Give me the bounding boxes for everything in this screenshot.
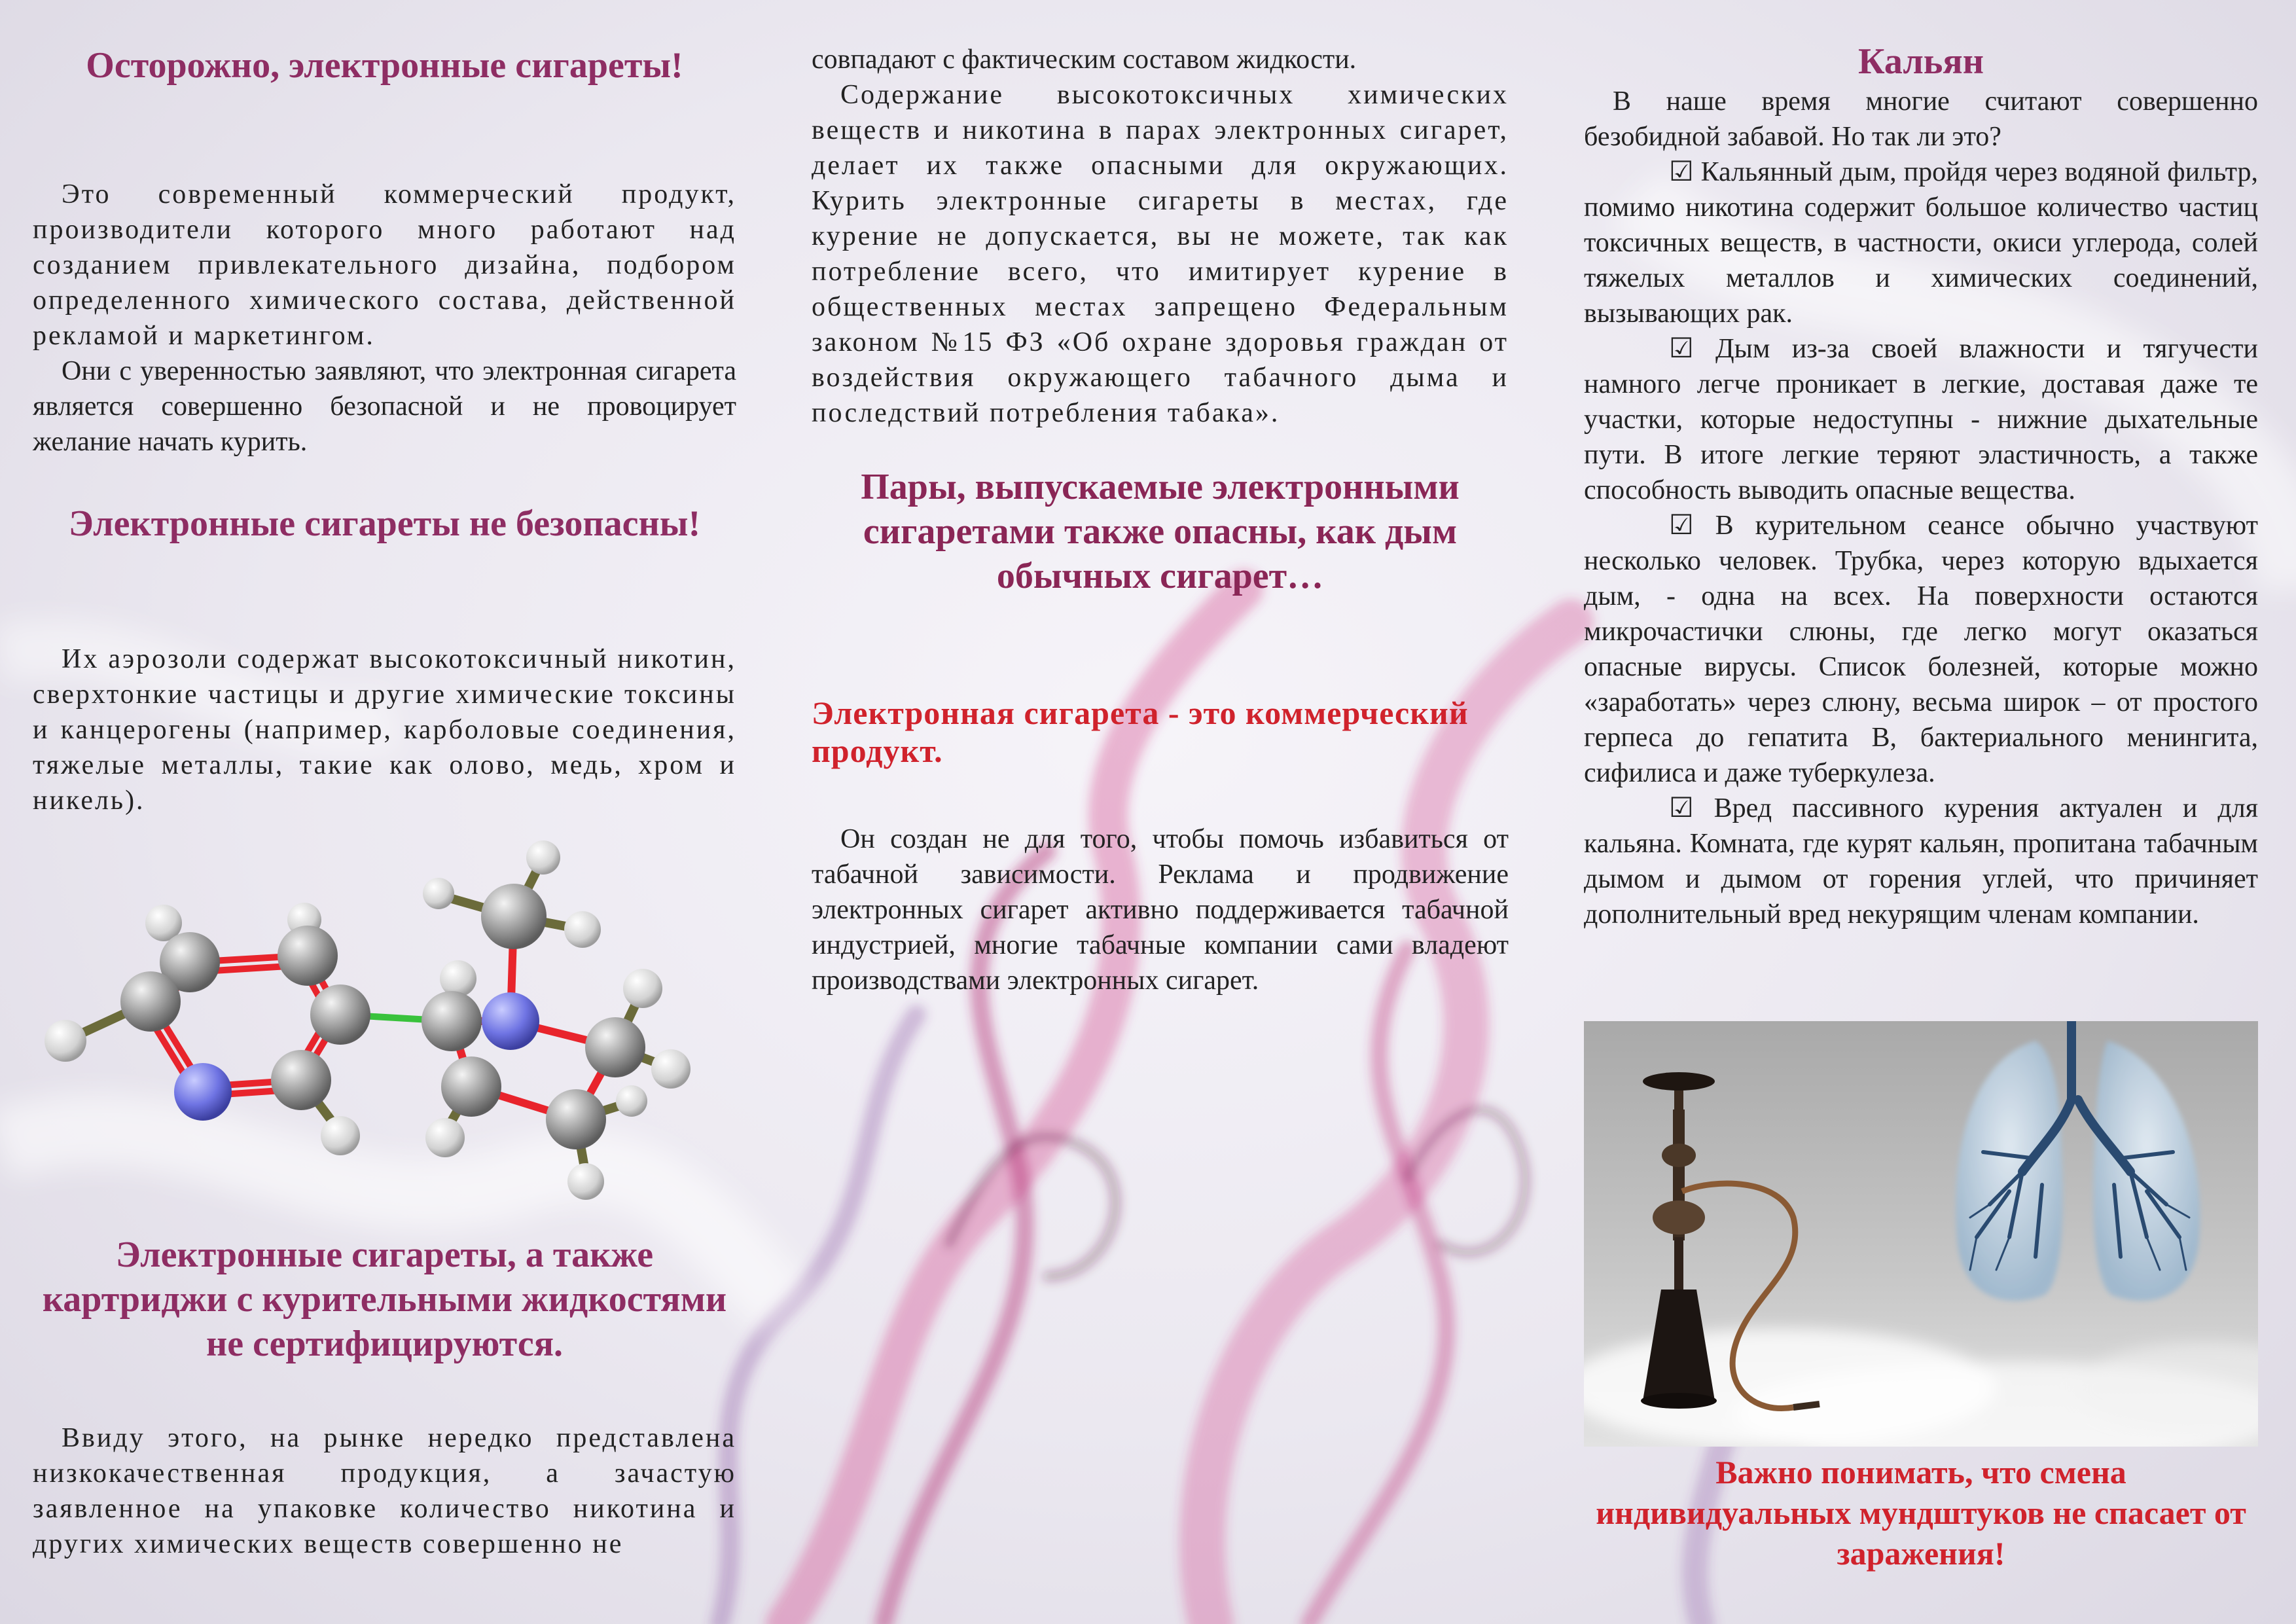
hookah-and-lungs-photo — [1584, 1021, 2258, 1447]
heading-not-safe: Электронные сигареты не безопасны! — [68, 503, 701, 544]
paragraph-not-for-quitting: Он создан не для того, чтобы помочь избавиться от табачной зависимости. Реклама и продвижение электронных сигарет активно поддерживается табачной индустрией, многие табачные компании сами владеют производствами электронных сигарет. — [812, 824, 1509, 996]
nicotine-molecule-illustration — [0, 831, 720, 1237]
checkbox-icon: ☑ — [1669, 793, 1694, 823]
heading-vapour-as-dangerous: Пары, выпускаемые электронными сигаретами также опасны, как дым обычных сигарет… — [861, 467, 1460, 596]
heading-commercial-product: Электронная сигарета - это коммерческий продукт. — [812, 695, 1469, 769]
list-item-text: Кальянный дым, пройдя через водяной фильтр, помимо никотина содержит большое количество частиц токсичных веществ, в частности, окиси углерода, солей тяжелых металлов и химических соединений, вызывающих рак. — [1584, 157, 2258, 329]
paragraph-vapour-danger: Содержание высокотоксичных химических веществ и никотина в парах электронных сигарет, делает их также опасными для окружающих. Курить электронные сигареты в местах, где курение не допускается, вы не можете, так как потребление всего, что имитирует курение в общественных местах запрещено Федеральным законом №15 ФЗ «Об охране здоровья граждан от воздействия окружающего табачного дыма и последствий потребления табака». — [812, 80, 1509, 428]
checkbox-icon: ☑ — [1669, 157, 1694, 187]
checkbox-icon: ☑ — [1669, 334, 1694, 364]
list-item — [1584, 791, 2258, 932]
warning-mouthpieces: Важно понимать, что смена индивидуальных мундштуков не спасает от заражения! — [1596, 1454, 2246, 1572]
paragraph-hookah-intro: В наше время многие считают совершенно безобидной забавой. Но так ли это? — [1584, 86, 2258, 152]
checkbox-icon: ☑ — [1669, 511, 1694, 541]
list-item-text: Вред пассивного курения актуален и для кальяна. Комната, где курят кальян, пропитана табачным дымом и дымом от горения углей, что причиняет дополнительный вред некурящим членам компании. — [1584, 793, 2259, 929]
heading-caution: Осторожно, электронные сигареты! — [86, 45, 683, 86]
paragraph-commercial-product: Это современный коммерческий продукт, производители которого много работают над созданием привлекательного дизайна, подбором определенного химического состава, действенной рекламой и маркетингом. — [33, 179, 736, 351]
paragraph-aerosols: Их аэрозоли содержат высокотоксичный никотин, сверхтонкие частицы и другие химические токсины и канцерогены (например, карболовые соединения, тяжелые металлы, такие как олово, медь, хром и никель). — [33, 644, 736, 816]
paragraph-composition-end: совпадают с фактическим составом жидкости. — [812, 45, 1357, 75]
list-item-text: В курительном сеансе обычно участвуют несколько человек. Трубка, через которую вдыхается дым, - одна на всех. На поверхности остаются микрочастички слюны, где легко могут оказаться опасные вирусы. Список болезней, которые можно «заработать» через слюну, весьма широк – от простого герпеса до гепатита В, бактериального менингита, сифилиса и даже туберкулеза. — [1584, 511, 2258, 788]
list-item-text: Дым из-за своей влажности и тягучести намного легче проникает в легкие, доставая даже те участки, которые недоступны - нижние дыхательные пути. В итоге легкие теряют эластичность, а также способность выводить опасные вещества. — [1584, 334, 2259, 505]
list-item — [1584, 508, 2258, 791]
heading-hookah: Кальян — [1858, 41, 1984, 82]
heading-not-certified: Электронные сигареты, а также картриджи с курительными жидкостями не сертифицируются. — [42, 1235, 727, 1364]
paragraph-low-quality: Ввиду этого, на рынке нередко представлена низкокачественная продукция, а зачастую заявленное на упаковке количество никотина и других химических веществ совершенно не — [33, 1423, 736, 1559]
list-item — [1584, 154, 2258, 331]
list-item — [1584, 331, 2258, 508]
paragraph-safety-claims: Они с уверенностью заявляют, что электронная сигарета является совершенно безопасной и не провоцирует желание начать курить. — [33, 356, 736, 457]
